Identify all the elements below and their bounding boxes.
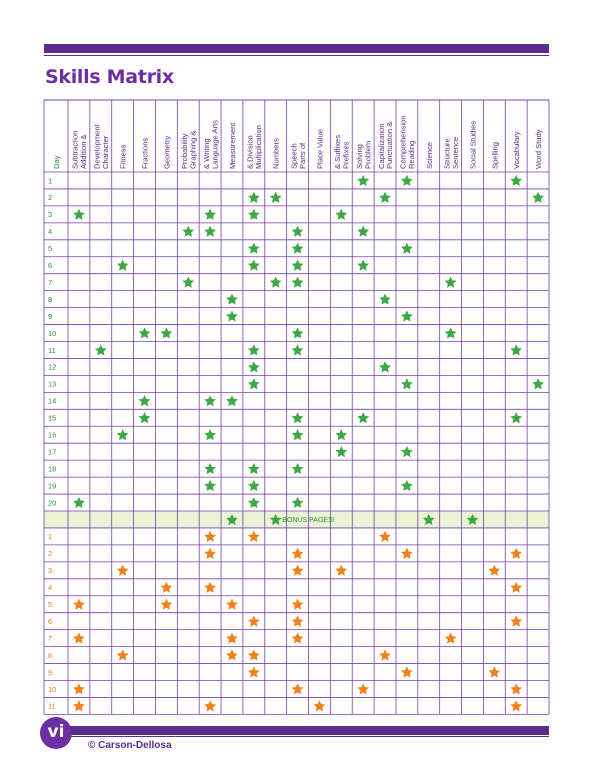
skill-star: [357, 226, 369, 237]
skill-column-header: & Suffixes: [333, 134, 343, 169]
skill-star: [73, 599, 85, 610]
bonus-pages-label: BONUS PAGES!: [282, 517, 335, 525]
skill-column-header: Structure: [442, 138, 452, 169]
skill-column-header: Sentence: [450, 136, 460, 169]
skill-column-header: Character: [100, 135, 110, 169]
skill-column-header: Fractions: [140, 137, 150, 169]
skill-column-header: Vocabulary: [512, 131, 522, 169]
day-number: 8: [48, 294, 53, 304]
skill-star: [401, 378, 413, 389]
day-number: 3: [48, 566, 53, 576]
skill-star: [357, 260, 369, 271]
day-number: 7: [48, 633, 53, 643]
skill-star: [204, 582, 216, 593]
skill-star: [204, 548, 216, 559]
skill-star: [226, 599, 238, 610]
skill-star: [248, 243, 260, 254]
day-number: 2: [48, 193, 53, 203]
day-number: 4: [48, 583, 53, 593]
skill-star: [510, 548, 522, 559]
skill-column-header: Prefixes: [341, 141, 351, 169]
skill-star: [117, 565, 129, 576]
skill-star: [182, 226, 194, 237]
skill-column-header: Measurement: [227, 122, 237, 169]
skill-column-header: Numbers: [271, 138, 281, 169]
skill-column-header: & Writing: [201, 138, 211, 169]
skill-column-header: Place Value: [315, 129, 325, 169]
day-number: 11: [48, 701, 56, 711]
skill-star: [139, 395, 151, 406]
skill-star: [248, 666, 260, 677]
skill-star: [292, 412, 304, 423]
day-number: 5: [48, 600, 53, 610]
day-number: 4: [48, 227, 53, 237]
skill-star: [510, 615, 522, 626]
skill-column-header: Fitness: [118, 144, 128, 169]
day-number: 14: [48, 396, 57, 406]
day-number: 20: [48, 498, 57, 508]
skill-star: [204, 700, 216, 711]
skill-star: [401, 666, 413, 677]
skill-star: [445, 276, 457, 287]
skill-star: [292, 632, 304, 643]
skill-star: [160, 599, 172, 610]
day-number: 16: [48, 430, 57, 440]
skill-star: [204, 395, 216, 406]
skill-star: [510, 582, 522, 593]
skill-column-header: Reading: [407, 140, 417, 169]
skill-star: [488, 565, 500, 576]
skill-star: [357, 412, 369, 423]
skill-star: [248, 615, 260, 626]
day-number: 12: [48, 362, 57, 372]
skill-column-header: Capitalization: [376, 123, 386, 169]
skill-star: [204, 209, 216, 220]
skill-star: [139, 412, 151, 423]
copyright: © Carson-Dellosa: [88, 740, 172, 751]
day-number: 1: [48, 176, 53, 186]
day-number: 5: [48, 244, 53, 254]
skill-star: [510, 683, 522, 694]
skill-column-header: Speech: [289, 143, 299, 169]
day-number: 18: [48, 464, 57, 474]
skill-column-header: Problem: [363, 140, 373, 169]
skill-star: [248, 209, 260, 220]
skill-star: [335, 446, 347, 457]
skill-column-header: Solving: [354, 144, 364, 169]
skill-star: [379, 531, 391, 542]
skill-star: [445, 327, 457, 338]
skill-star: [292, 327, 304, 338]
skill-star: [73, 700, 85, 711]
skill-star: [292, 565, 304, 576]
skill-star: [226, 293, 238, 304]
skill-star: [248, 192, 260, 203]
skill-star: [510, 344, 522, 355]
skill-column-header: Science: [424, 141, 434, 169]
skill-star: [357, 683, 369, 694]
skill-star: [292, 497, 304, 508]
skill-column-header: Word Study: [534, 129, 544, 169]
skill-star: [248, 649, 260, 660]
skill-star: [248, 260, 260, 271]
skill-star: [95, 344, 107, 355]
skill-star: [160, 327, 172, 338]
day-number: 10: [48, 328, 57, 338]
page-number-badge: vi: [40, 717, 72, 749]
skill-column-header: Comprehension: [398, 115, 408, 169]
skill-star: [401, 548, 413, 559]
skill-star: [73, 209, 85, 220]
skill-star: [401, 175, 413, 186]
skill-star: [445, 632, 457, 643]
skill-star: [401, 446, 413, 457]
skill-column-header: Parts of: [297, 142, 307, 169]
skill-star: [401, 310, 413, 321]
skill-column-header: Language Arts: [210, 120, 220, 169]
skill-column-header: Geometry: [162, 135, 172, 169]
skill-star: [248, 344, 260, 355]
skill-star: [292, 463, 304, 474]
skill-column-header: & Division: [245, 135, 255, 169]
skill-star: [532, 192, 544, 203]
skill-star: [270, 276, 282, 287]
skill-star: [73, 632, 85, 643]
skill-star: [292, 548, 304, 559]
skill-star: [292, 276, 304, 287]
day-number: 10: [48, 684, 57, 694]
skill-star: [139, 327, 151, 338]
skill-column-header: Social Studies: [468, 120, 478, 169]
page-title: Skills Matrix: [45, 66, 174, 88]
day-number: 13: [48, 379, 57, 389]
skill-star: [226, 310, 238, 321]
day-number: 15: [48, 413, 57, 423]
day-number: 17: [48, 447, 57, 457]
skill-star: [248, 463, 260, 474]
skill-column-header: Spelling: [490, 141, 500, 169]
skill-star: [292, 226, 304, 237]
skill-star: [401, 480, 413, 491]
skill-star: [117, 260, 129, 271]
skill-star: [532, 378, 544, 389]
skill-star: [117, 429, 129, 440]
skill-star: [204, 480, 216, 491]
skill-star: [226, 395, 238, 406]
skill-star: [314, 700, 326, 711]
skill-column-header: Development: [92, 124, 102, 169]
skill-star: [204, 463, 216, 474]
skill-star: [292, 344, 304, 355]
skill-star: [335, 565, 347, 576]
skill-star: [292, 599, 304, 610]
skill-star: [510, 700, 522, 711]
skill-star: [292, 429, 304, 440]
skill-star: [248, 531, 260, 542]
day-column-header: Day: [52, 155, 61, 169]
skill-star: [401, 243, 413, 254]
skill-star: [270, 192, 282, 203]
skill-star: [182, 276, 194, 287]
bottom-bar: [44, 726, 549, 735]
day-number: 11: [48, 345, 56, 355]
skill-column-header: Subtraction: [70, 130, 80, 169]
day-number: 2: [48, 549, 53, 559]
skill-star: [204, 226, 216, 237]
skill-star: [510, 175, 522, 186]
skill-star: [204, 429, 216, 440]
skill-star: [379, 192, 391, 203]
skill-star: [73, 497, 85, 508]
skill-column-header: Probability: [180, 133, 190, 169]
bottom-bar-line: [44, 736, 549, 737]
skill-star: [379, 361, 391, 372]
skill-star: [379, 293, 391, 304]
skill-star: [160, 582, 172, 593]
skill-column-header: Multiplication: [254, 125, 264, 169]
skill-star: [248, 378, 260, 389]
skill-column-header: Graphing &: [188, 130, 198, 169]
skill-star: [379, 649, 391, 660]
skill-star: [248, 497, 260, 508]
skill-star: [292, 243, 304, 254]
skill-star: [335, 209, 347, 220]
skill-star: [117, 649, 129, 660]
skill-star: [357, 175, 369, 186]
skill-star: [292, 615, 304, 626]
day-number: 6: [48, 261, 53, 271]
skill-star: [226, 649, 238, 660]
skill-star: [292, 260, 304, 271]
skill-column-header: Addition &: [79, 134, 89, 169]
day-number: 3: [48, 210, 53, 220]
skill-star: [488, 666, 500, 677]
day-number: 1: [48, 532, 53, 542]
skill-star: [248, 361, 260, 372]
day-number: 9: [48, 311, 53, 321]
skill-star: [510, 412, 522, 423]
skill-star: [335, 429, 347, 440]
skill-column-header: Punctuation &: [385, 121, 395, 169]
skill-star: [226, 632, 238, 643]
day-number: 7: [48, 277, 53, 287]
day-number: 9: [48, 667, 53, 677]
day-number: 6: [48, 616, 53, 626]
skill-star: [204, 531, 216, 542]
day-number: 8: [48, 650, 53, 660]
skill-star: [248, 480, 260, 491]
skill-star: [73, 683, 85, 694]
day-number: 19: [48, 481, 57, 491]
skill-star: [292, 683, 304, 694]
